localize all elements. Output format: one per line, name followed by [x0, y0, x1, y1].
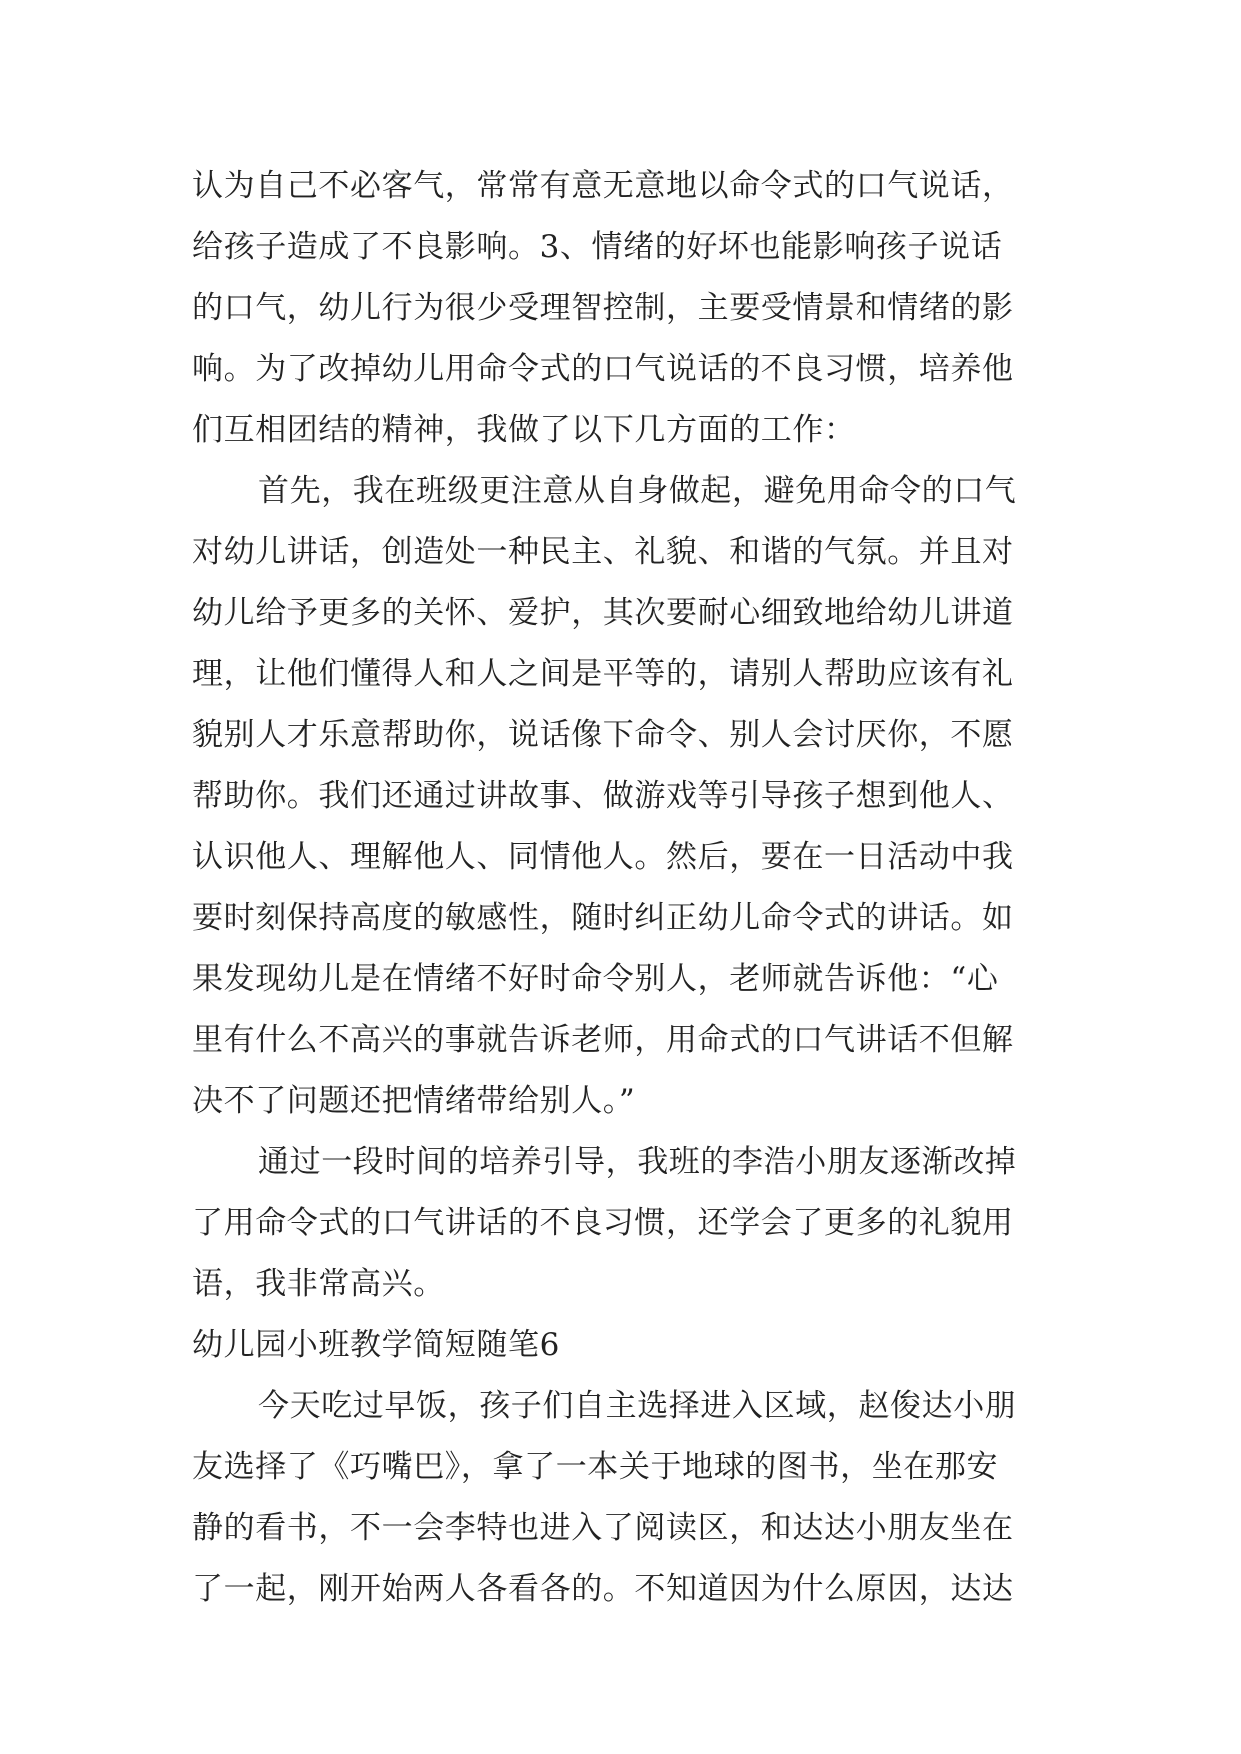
text-line: 幼儿给予更多的关怀、爱护，其次要耐心细致地给幼儿讲道: [192, 595, 1014, 631]
paragraph-2: [192, 461, 1052, 1132]
paragraph-3: [192, 1132, 1052, 1315]
text-line: 里有什么不高兴的事就告诉老师，用命式的口气讲话不但解: [192, 1022, 1014, 1058]
text-line: 的口气，幼儿行为很少受理智控制，主要受情景和情绪的影: [192, 290, 1014, 326]
text-line: 对幼儿讲话，创造处一种民主、礼貌、和谐的气氛。并且对: [192, 534, 1014, 570]
text-line: 首先，我在班级更注意从自身做起，避免用命令的口气: [258, 473, 1017, 509]
text-line: 们互相团结的精神，我做了以下几方面的工作：: [192, 412, 856, 448]
text-line: 给孩子造成了不良影响。3、情绪的好坏也能影响孩子说话: [192, 229, 1003, 265]
text-line: 静的看书，不一会李特也进入了阅读区，和达达小朋友坐在: [192, 1510, 1014, 1546]
text-line: 友选择了《巧嘴巴》，拿了一本关于地球的图书，坐在那安: [192, 1449, 999, 1485]
document-body: [192, 156, 1052, 1620]
text-line: 通过一段时间的培养引导，我班的李浩小朋友逐渐改掉: [258, 1144, 1017, 1180]
text-line: 了用命令式的口气讲话的不良习惯，还学会了更多的礼貌用: [192, 1205, 1014, 1241]
text-line: 响。为了改掉幼儿用命令式的口气说话的不良习惯，培养他: [192, 351, 1014, 387]
text-line: 决不了问题还把情绪带给别人。”: [192, 1083, 636, 1119]
text-line: 了一起，刚开始两人各看各的。不知道因为什么原因，达达: [192, 1571, 1014, 1607]
section-heading: 幼儿园小班教学简短随笔6: [192, 1327, 560, 1363]
paragraph-1: [192, 156, 1052, 461]
text-line: 语，我非常高兴。: [192, 1266, 445, 1302]
text-line: 果发现幼儿是在情绪不好时命令别人，老师就告诉他：“心: [192, 961, 999, 997]
text-line: 貌别人才乐意帮助你，说话像下命令、别人会讨厌你，不愿: [192, 717, 1014, 753]
text-line: 要时刻保持高度的敏感性，随时纠正幼儿命令式的讲话。如: [192, 900, 1014, 936]
text-line: 帮助你。我们还通过讲故事、做游戏等引导孩子想到他人、: [192, 778, 1014, 814]
text-line: 今天吃过早饭，孩子们自主选择进入区域，赵俊达小朋: [258, 1388, 1017, 1424]
text-line: 认为自己不必客气，常常有意无意地以命令式的口气说话，: [192, 168, 1014, 204]
paragraph-4: [192, 1376, 1052, 1620]
text-line: 理，让他们懂得人和人之间是平等的，请别人帮助应该有礼: [192, 656, 1014, 692]
text-line: 认识他人、理解他人、同情他人。然后，要在一日活动中我: [192, 839, 1014, 875]
